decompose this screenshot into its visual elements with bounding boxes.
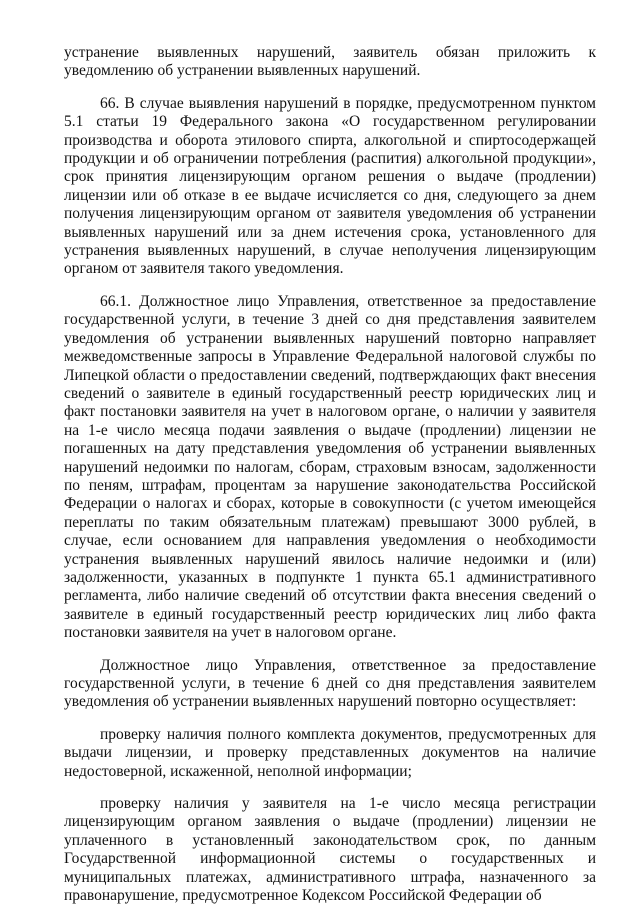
- paragraph-official-checks: Должностное лицо Управления, ответственное за предоставление государственной услуги, в течение 6 дней со дня представления заявителем уведомления об устранении выявленных нарушений повторно осуществляет:: [64, 656, 596, 711]
- paragraph-check-documents: проверку наличия полного комплекта документов, предусмотренных для выдачи лицензии, и проверку представленных документов на наличие недостоверной, искаженной, неполной информации;: [64, 725, 596, 780]
- document-page: [64, 44, 596, 919]
- paragraph-continuation: устранение выявленных нарушений, заявитель обязан приложить к уведомлению об устранении выявленных нарушений.: [64, 44, 596, 80]
- paragraph-check-fines: проверку наличия у заявителя на 1-е число месяца регистрации лицензирующим органом заявления о выдаче (продлении) лицензии не уплаченного в установленный законодательством срок, по данным Государственной информационной системы о государственных и муниципальных платежах, административного штрафа, назначенного за правонарушение, предусмотренное Кодексом Российской Федерации об: [64, 795, 596, 905]
- paragraph-66-1: 66.1. Должностное лицо Управления, ответственное за предоставление государственной услуги, в течение 3 дней со дня представления заявителем уведомления об устранении выявленных нарушений повторно направляет межведомственные запросы в Управление Федеральной налоговой службы по Липецкой области о предоставлении сведений, подтверждающих факт внесения сведений о заявителе в единый государственный реестр юридических лиц и факт постановки заявителя на учет в налоговом органе, о наличии у заявителя на 1-е число месяца подачи заявления о выдаче (продлении) лицензии не погашенных на дату представления уведомления об устранении выявленных нарушений недоимки по налогам, сборам, страховым взносам, задолженности по пеням, штрафам, процентам за нарушение законодательства Российской Федерации о налогах и сборах, которые в совокупности (с учетом имеющейся переплаты по таким обязательным платежам) превышают 3000 рублей, в случае, если основанием для направления уведомления о необходимости устранения выявленных нарушений явилось наличие недоимки и (или) задолженности, указанных в подпункте 1 пункта 65.1 административного регламента, либо наличие сведений об отсутствии факта внесения сведений о заявителе в единый государственный реестр юридических лиц либо факта постановки заявителя на учет в налоговом органе.: [64, 292, 596, 642]
- paragraph-66: 66. В случае выявления нарушений в порядке, предусмотренном пунктом 5.1 статьи 19 Федерального закона «О государственном регулировании производства и оборота этилового спирта, алкогольной и спиртосодержащей продукции и об ограничении потребления (распития) алкогольной продукции», срок принятия лицензирующим органом решения о выдаче (продлении) лицензии или об отказе в ее выдаче исчисляется со дня, следующего за днем получения лицензирующим органом от заявителя уведомления об устранении выявленных нарушений или за днем истечения срока, установленного для устранения выявленных нарушений, в случае неполучения лицензирующим органом от заявителя такого уведомления.: [64, 94, 596, 278]
